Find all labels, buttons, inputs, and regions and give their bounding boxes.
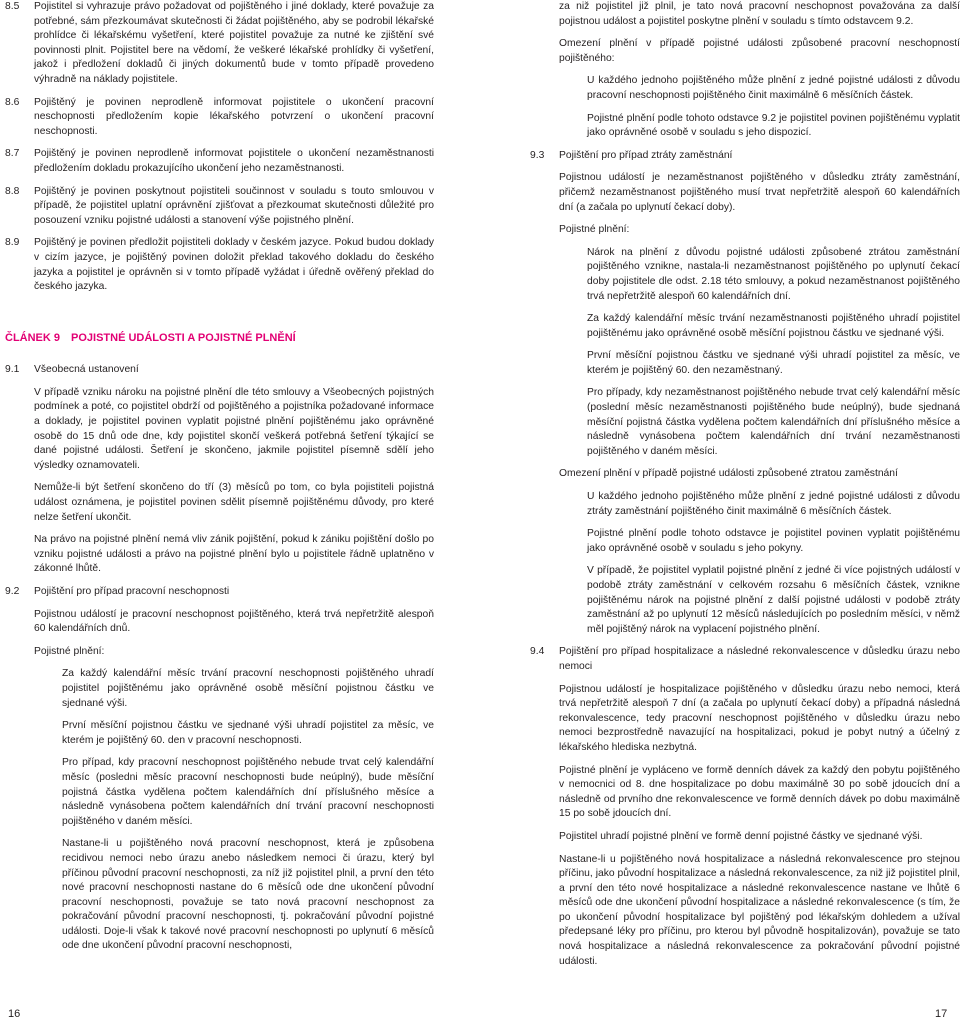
clause-8-7 — [5, 147, 434, 176]
clause-text: Pojištěný je povinen neprodleně informovat pojistitele o ukončení pracovní neschopnosti předložením kopie lékařského potvrzení o ukončení pracovní neschopnosti. — [34, 96, 434, 137]
paragraph: Na právo na pojistné plnění nemá vliv zánik pojištění, pokud k zániku pojištění došlo po vzniku pojistné události a právo na pojistné plnění bylo u pojistitele řádně uplatněno v zákonné lhůtě. — [34, 534, 434, 575]
paragraph: Pojistnou událostí je pracovní neschopnost pojištěného, která trvá nepřetržitě alespoň 60 kalendářních dnů. — [34, 608, 434, 635]
paragraph: V případě vzniku nároku na pojistné plnění dle této smlouvy a Všeobecných pojistných podmínek a poté, co pojistitel obdrží od pojištěného a pojistníka požadované informace a doklady, je pojistitel povinen vyplatit pojistné plnění pojištěnému jako oprávněné osobě do 15 dnů ode dne, kdy pojistitel skončí veškerá potřebná šetření týkající se dané pojistné události. Šetření je skončeno, jakmile pojistitel písemně sdělí jeho výsledky oznamovateli. — [34, 386, 434, 471]
paragraph: Pro případ, kdy pracovní neschopnost pojištěného nebude trvat celý kalendářní měsíc (posledni měsíc pracovní neschopnosti bude neúplný), bude měsíční pojistná částka vydělena počtem kalendářních dní příslušného měsíce a následně vynásobena počtem kalendářních dní trvání pracovní neschopnosti pojištěného v daném měsíci. — [62, 757, 434, 827]
clause-8-8 — [5, 185, 434, 229]
section-9-3-title — [530, 149, 960, 164]
section-9-1-title — [5, 363, 434, 378]
page-number-left: 16 — [8, 1008, 21, 1020]
article-number: ČLÁNEK 9 — [5, 331, 61, 344]
paragraph: Pojistné plnění: — [34, 645, 105, 657]
clause-number: 8.7 — [5, 148, 20, 160]
paragraph: Pojistné plnění: — [559, 224, 630, 236]
paragraph: Nastane-li u pojištěného nová pracovní neschopnost, která je způsobena recidivou nemoci nebo úrazu anebo následkem nemoci či úrazu, který byl příčinou původní pracovní neschopnosti, za níž již pojistitel plnil, a první den této nové pracovní neschopnosti nastane do 6 měsíců ode dne ukončení původní pracovní neschopnosti, považuje se tato nová pracovní neschopnost za pokračování původní pracovní neschopnosti, tj. pokračování původní pojistné události. Doje-li však k takové nové pracovní neschopnosti po uplynutí 6 měsíců ode dne ukončení původní pracovní neschopnosti, — [62, 838, 434, 952]
paragraph: Pojistné plnění podle tohoto odstavce je pojistitel povinen vyplatit pojištěnému jako oprávněné osobě v souladu s jeho pokyny. — [587, 528, 960, 554]
paragraph: Pojistné plnění podle tohoto odstavce 9.2 je pojistitel povinen pojištěnému vyplatit jako oprávněné osobě v souladu s jeho dispozicí. — [587, 112, 960, 139]
paragraph: Nastane-li u pojištěného nová hospitalizace a následná rekonvalescence pro stejnou příčinu, jako původní hospitalizace a následná rekonvalescence, za niž již pojistitel plnil, a první den této nové hospitalizace a následné rekonvalescence nastane ve lhůtě 6 měsíců ode dne ukončení původní hospitalizace a následné rekonvalescence (s tím, že po ukončení původní hospitalizace byl pojištěný pod lékařským dohledem a užíval předepsané léky pro příčinu, pro kterou byl původně hospitalizován), považuje se tato nová hospitalizace a následná rekonvalescence za pokračování původní pojistné události. — [559, 853, 960, 967]
paragraph: U každého jednoho pojištěného může plnění z jedné pojistné události z důvodu pracovní neschopnosti pojištěného činit maximálně 6 měsíčních částek. — [587, 75, 960, 101]
paragraph: První měsíční pojistnou částku ve sjednané výši uhradí pojistitel za měsíc, ve kterém je pojištěný 60. den v pracovní neschopnosti. — [62, 720, 434, 746]
paragraph: Za každý kalendářní měsíc trvání nezaměstnanosti pojištěného uhradí pojistitel pojištěnému jako oprávněné osobě měsíční pojistnou částku ve sjednané výši. — [587, 313, 960, 339]
paragraph: Pojistnou událostí je nezaměstnanost pojištěného v důsledku ztráty zaměstnání, přičemž nezaměstnanost pojištěného musí trvat nepřetržitě alespoň 60 kalendářních dní (a začala po uplynutí čekací doby). — [559, 172, 960, 213]
section-9-2-title — [5, 585, 434, 600]
paragraph: Pojistné plnění je vypláceno ve formě denních dávek za každý den pobytu pojištěného v nemocnici od 8. dne hospitalizace po dobu maximálně 30 po sobě jdoucích dní a následně od prvního dne rekonvalescence ve formě denních dávek po dobu maximálně 15 po sobě jdoucích dní. — [559, 764, 960, 820]
section-number: 9.3 — [530, 149, 545, 161]
section-number: 9.1 — [5, 364, 20, 376]
clause-text: Pojištěný je povinen předložit pojistiteli doklady v českém jazyce. Pokud budou doklady v cizím jazyce, je pojištěný povinen doložit překlad takového dokladu do českého jazyka a pojistitel je oprávněn si v tomto případě vyžádat i úředně ověřený překlad do českého jazyka. — [34, 237, 434, 293]
paragraph: za niž pojistitel již plnil, je tato nová pracovní neschopnost považována za další pojistnou událost a pojistitel poskytne plnění v souladu s tímto odstavcem 9.2. — [559, 1, 960, 27]
paragraph: V případě, že pojistitel vyplatil pojistné plnění z jedné či více pojistných událostí v podobě ztráty zaměstnání v celkovém rozsahu 6 měsíčních částek, vznikne pojištěnému nárok na pojistné plnění z další pojistné události v podobě ztráty zaměstnání až po uplynutí 12 měsíců následujících po posledním měsíci, v němž měl pojištěný nárok na vyplacení pojistného plnění. — [587, 565, 960, 635]
article-heading — [5, 331, 434, 346]
paragraph: Pojistnou událostí je hospitalizace pojištěného v důsledku úrazu nebo nemoci, která trvá nepřetržitě alespoň 7 dní (a začala po uplynutí čekací doby) a případná následná rekonvalescence, tedy pracovní neschopnost pojištěného v důsledku úrazu nebo nemoci bezprostředně navazující na hospitalizaci, pokud je pobyt nutný a účelný z lékařského hlediska nezbytná. — [559, 683, 960, 753]
section-9-4-title — [530, 645, 960, 674]
clause-number: 8.9 — [5, 237, 20, 249]
paragraph: Nemůže-li být šetření skončeno do tří (3) měsíců po tom, co byla pojistiteli pojistná událost oznámena, je pojistitel povinen sdělit písemně pojištěnému důvody, pro které nelze šetření ukončit. — [34, 482, 434, 523]
section-title: Pojištění pro případ hospitalizace a následné rekonvalescence v důsledku úrazu nebo nemoci — [559, 646, 960, 672]
article-title: POJISTNÉ UDÁLOSTI A POJISTNÉ PLNĚNÍ — [71, 331, 296, 344]
clause-8-6 — [5, 96, 434, 140]
clause-text: Pojištěný je povinen poskytnout pojistiteli součinnost v souladu s touto smlouvou v případě, že pojistitel uplatní oprávnění zjišťovat a přezkoumat skutečnosti důležité pro posouzení vzniku pojistné události a stanovení výše pojistného plnění. — [34, 185, 434, 226]
clause-text: Pojištěný je povinen neprodleně informovat pojistitele o ukončení nezaměstnanosti předložením dokladu prokazujícího ukončení jeho nezaměstnanosti. — [34, 148, 434, 174]
paragraph: U každého jednoho pojištěného může plnění z jedné pojistné události z důvodu ztráty zaměstnání pojištěného činit maximálně 6 měsíčních částek. — [587, 491, 960, 517]
right-column — [530, 0, 960, 977]
clause-number: 8.6 — [5, 96, 20, 108]
section-number: 9.2 — [5, 586, 20, 597]
paragraph: Pojistitel uhradí pojistné plnění ve formě denní pojistné částky ve sjednané výši. — [559, 830, 923, 842]
clause-number: 8.5 — [5, 1, 20, 12]
clause-number: 8.8 — [5, 185, 20, 197]
paragraph: Omezení plnění v případě pojistné události způsobené pracovní neschopností pojištěného: — [559, 38, 960, 64]
paragraph: Za každý kalendářní měsíc trvání pracovní neschopnosti pojištěného uhradí pojistitel pojištěnému jako oprávněné osobě měsíční pojistnou částku ve sjednané výši. — [62, 668, 434, 709]
section-title: Pojištění pro případ ztráty zaměstnání — [559, 149, 733, 161]
section-number: 9.4 — [530, 646, 545, 658]
paragraph: První měsíční pojistnou částku ve sjednané výši uhradí pojistitel za měsíc, ve kterém je pojištěný 60. den nezaměstnaný. — [587, 350, 960, 376]
section-title: Pojištění pro případ pracovní neschopnosti — [34, 586, 230, 597]
page-number-right: 17 — [935, 1008, 948, 1020]
left-column — [5, 0, 434, 962]
paragraph: Nárok na plnění z důvodu pojistné události způsobené ztrátou zaměstnání pojištěného vznikne, nastala-li nezaměstnanost pojištěného po uplynutí čekací doby pojistitele dle odst. 2.18 této smlouvy, a pokud nezaměstnanost pojištěného trvá nepřetržitě alespoň 60 kalendářních dní. — [587, 246, 960, 302]
clause-8-5 — [5, 0, 434, 88]
clause-text: Pojistitel si vyhrazuje právo požadovat od pojištěného i jiné doklady, které považuje za potřebné, sám přezkoumávat skutečnosti či žádat pojištěného, aby se podrobil lékařské prohlídce či lékařskému vyšetření, které pojistitel považuje za nutné ke zjištění své povinnosti plnit. Pojistitel bere na vědomí, že veškeré lékařské prohlídky či vyšetření, jakož i předložení dokladů či jiných dokumentů bude v tomto případě provedeno výhradně na náklady pojistitele. — [34, 1, 434, 85]
paragraph: Pro případy, kdy nezaměstnanost pojištěného nebude trvat celý kalendářní měsíc (poslední měsíc nezaměstnanosti pojištěného bude neúplný), bude sjednaná měsíční pojistná částka vydělena počtem kalendářních dní příslušného měsíce a následně vynásobena počtem kalendářních dní trvání nezaměstnanosti pojištěného v daném měsíci. — [587, 387, 960, 457]
paragraph: Omezení plnění v případě pojistné události způsobené ztratou zaměstnání — [559, 468, 898, 480]
section-title: Všeobecná ustanovení — [34, 364, 139, 376]
clause-8-9 — [5, 236, 434, 294]
